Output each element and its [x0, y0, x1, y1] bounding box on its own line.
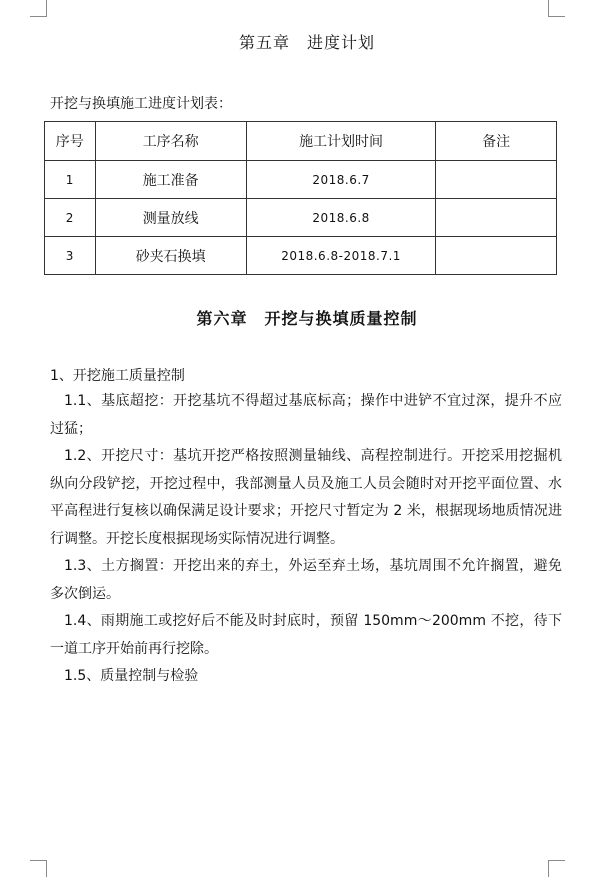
paragraph: 1.4、雨期施工或挖好后不能及时封底时，预留 150mm～200mm 不挖，待下一道工序开始前再行挖除。	[50, 613, 562, 657]
table-row	[45, 237, 557, 275]
page-corner-mark	[30, 860, 47, 877]
row-process-name: 施工准备	[95, 161, 246, 199]
page-corner-mark	[30, 0, 47, 17]
header-process-name: 工序名称	[95, 122, 246, 161]
paragraph: 1.1、基底超挖：开挖基坑不得超过基底标高；操作中进铲不宜过深，提升不应过猛；	[50, 393, 562, 437]
body-text	[50, 388, 562, 691]
header-seq: 序号	[45, 122, 96, 161]
row-remarks	[436, 237, 557, 275]
schedule-table	[44, 121, 557, 275]
header-remarks: 备注	[436, 122, 557, 161]
paragraph: 1.2、开挖尺寸：基坑开挖严格按照测量轴线、高程控制进行。开挖采用挖掘机纵向分段铲挖，开挖过程中，我部测量人员及施工人员会随时对开挖平面位置、水平高程进行复核以确保满足设计要求；开挖尺寸暂定为 2 米，根据现场地质情况进行调整。开挖长度根据现场实际情况进行调整。	[50, 448, 562, 547]
page-corner-mark	[548, 0, 565, 17]
row-process-name: 砂夹石换填	[95, 237, 246, 275]
row-remarks	[436, 161, 557, 199]
paragraph: 1.3、土方搁置：开挖出来的弃土，外运至弃土场，基坑周围不允许搁置，避免多次倒运。	[50, 558, 562, 602]
chapter-6-title: 第六章 开挖与换填质量控制	[196, 309, 418, 328]
table-caption: 开挖与换填施工进度计划表：	[50, 96, 232, 112]
row-seq: 2	[45, 199, 96, 237]
table-row	[45, 161, 557, 199]
row-seq: 3	[45, 237, 96, 275]
page-corner-mark	[548, 860, 565, 877]
paragraph: 1.5、质量控制与检验	[64, 668, 199, 684]
row-plan-time: 2018.6.7	[246, 161, 435, 199]
row-process-name: 测量放线	[95, 199, 246, 237]
row-plan-time: 2018.6.8	[246, 199, 435, 237]
row-plan-time: 2018.6.8-2018.7.1	[246, 237, 435, 275]
row-seq: 1	[45, 161, 96, 199]
header-plan-time: 施工计划时间	[246, 122, 435, 161]
chapter-5-title: 第五章 进度计划	[238, 33, 375, 52]
section-heading: 1、开挖施工质量控制	[50, 368, 185, 384]
table-header-row	[45, 122, 557, 161]
row-remarks	[436, 199, 557, 237]
table-row	[45, 199, 557, 237]
